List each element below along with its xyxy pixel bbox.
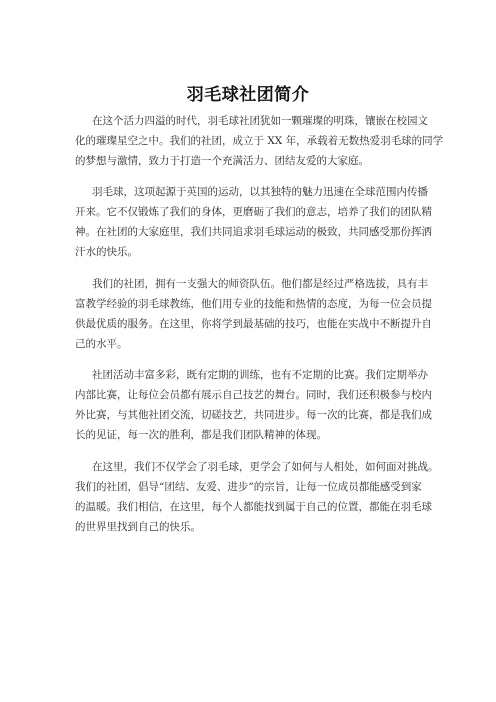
paragraph-5-line-2: 我们的社团，倡导“团结、友爱、进步”的宗旨，让每一位成员都能感受到家 [75,481,422,493]
paragraph-4-line-1: 社团活动丰富多彩，既有定期的训练，也有不定期的比赛。我们定期举办 [92,369,428,381]
paragraph-1-line-2: 化的璀璨星空之中。我们的社团，成立于 XX 年，承载着无数热爱羽毛球的同学 [75,135,444,147]
paragraph-5-line-1: 在这里，我们不仅学会了羽毛球，更学会了如何与人相处，如何面对挑战。 [92,461,439,473]
paragraph-3-line-4: 己的水平。 [75,338,128,350]
paragraph-2-line-1: 羽毛球，这项起源于英国的运动，以其独特的魅力迅速在全球范围内传播 [92,186,428,198]
paragraph-3-line-1: 我们的社团，拥有一支强大的师资队伍。他们都是经过严格选拔，具有丰 [92,278,428,290]
paragraph-2-line-4: 汗水的快乐。 [75,246,138,258]
paragraph-1-line-3: 的梦想与激情，致力于打造一个充满活力、团结友爱的大家庭。 [75,155,369,167]
paragraph-4-line-3: 外比赛，与其他社团交流，切磋技艺，共同进步。每一次的比赛，都是我们成 [75,409,432,421]
paragraph-1-line-1: 在这个活力四溢的时代，羽毛球社团犹如一颗璀璨的明珠，镶嵌在校园文 [92,115,428,127]
paragraph-5-line-3: 的温暖。我们相信，在这里，每个人都能找到属于自己的位置，都能在羽毛球 [75,501,432,513]
paragraph-3-line-3: 供最优质的服务。在这里，你将学到最基础的技巧，也能在实战中不断提升自 [75,318,432,330]
paragraph-4-line-4: 长的见证，每一次的胜利，都是我们团队精神的体现。 [75,429,327,441]
paragraph-4-line-2: 内部比赛，让每位会员都有展示自己技艺的舞台。同时，我们还积极参与校内 [75,389,432,401]
paragraph-2-line-2: 开来。它不仅锻炼了我们的身体，更磨砺了我们的意志，培养了我们的团队精 [75,206,432,218]
paragraph-5-line-4: 的世界里找到自己的快乐。 [75,521,201,533]
paragraph-2-line-3: 神。在社团的大家庭里，我们共同追求羽毛球运动的极致，共同感受那份挥洒 [75,226,432,238]
paragraph-3-line-2: 富教学经验的羽毛球教练，他们用专业的技能和热情的态度，为每一位会员提 [75,298,432,310]
document-title: 羽毛球社团简介 [186,85,310,105]
